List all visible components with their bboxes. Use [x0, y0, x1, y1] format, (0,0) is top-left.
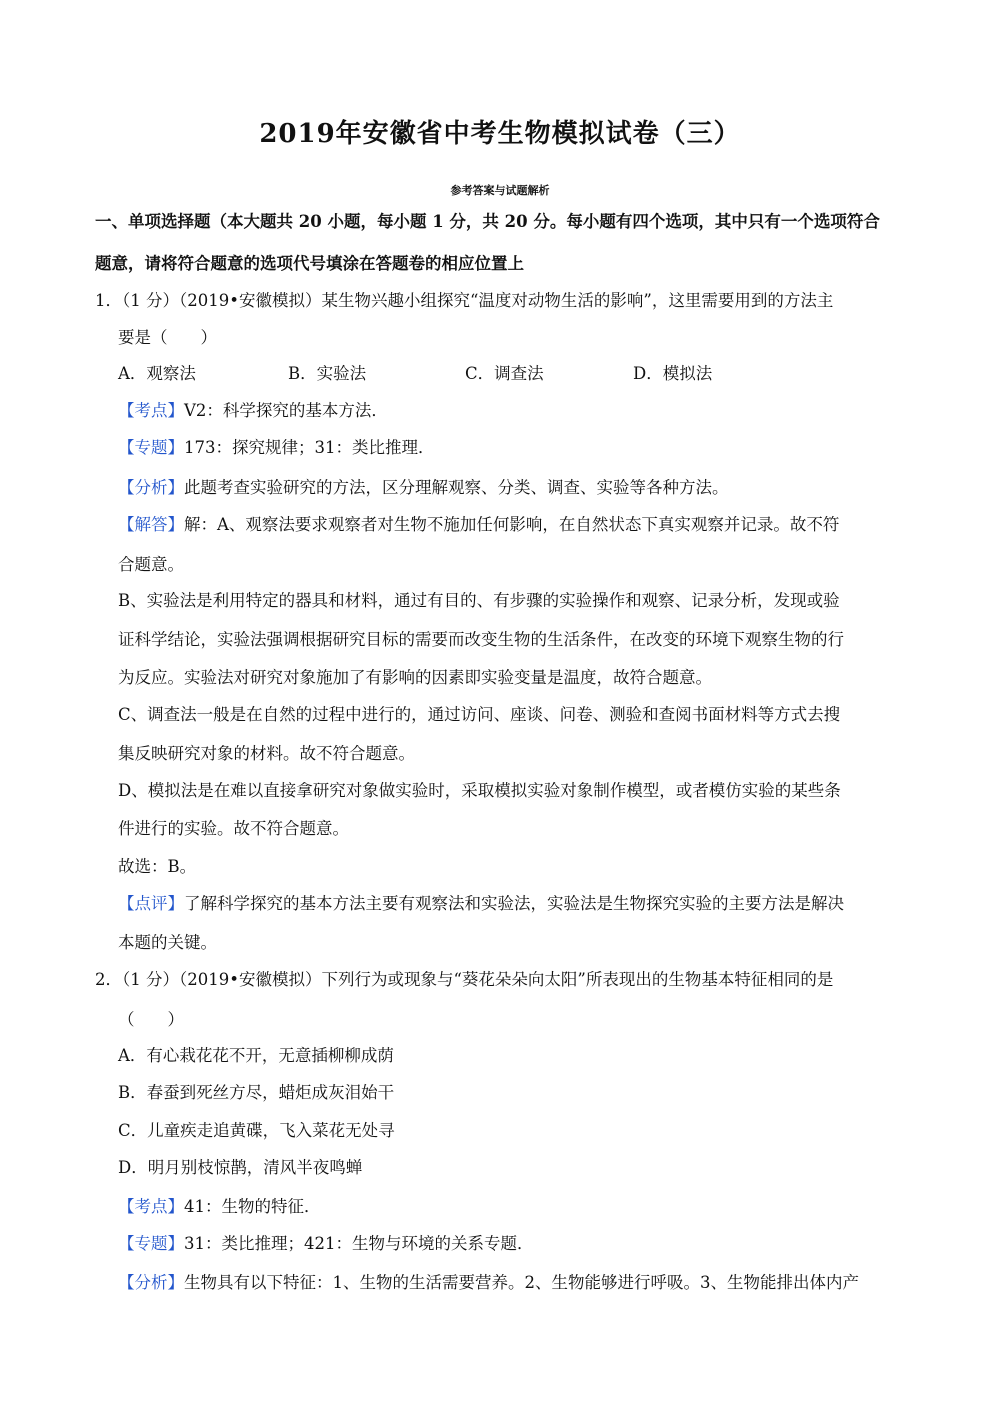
q2-option-d: D．明月别枝惊鹊，清风半夜鸣蝉 [118, 1158, 363, 1177]
q1-c-line-1: C、调查法一般是在自然的过程中进行的，通过访问、座谈、问卷、测验和查阅书面材料等方式去搜 [118, 705, 841, 724]
q1-fenxi [118, 477, 729, 499]
page-subtitle: 参考答案与试题解析 [450, 184, 550, 197]
q2-fenxi-text: 生物具有以下特征：1、生物的生活需要营养。2、生物能够进行呼吸。3、生物能排出体内产 [184, 1273, 859, 1292]
q2-kaodian-text: 41：生物的特征． [184, 1197, 321, 1216]
q1-d-line-1: D、模拟法是在难以直接拿研究对象做实验时，采取模拟实验对象制作模型，或者模仿实验的某些条 [118, 781, 841, 800]
q1-fenxi-text: 此题考查实验研究的方法，区分理解观察、分类、调查、实验等各种方法。 [184, 478, 729, 497]
q2-kaodian [118, 1196, 321, 1218]
q1-option-c: C．调查法 [465, 364, 544, 383]
section-heading-line-2: 题意，请将符合题意的选项代号填涂在答题卷的相应位置上 [95, 254, 524, 273]
q2-stem-line-1: 2．（1 分）（2019•安徽模拟）下列行为或现象与“葵花朵朵向太阳”所表现出的生物基本特征相同的是 [95, 970, 834, 989]
section-heading-line-1: 一、单项选择题（本大题共 20 小题，每小题 1 分，共 20 分。每小题有四个选项，其中只有一个选项符合 [95, 212, 880, 231]
q2-option-a: A．有心栽花花不开，无意插柳柳成荫 [118, 1046, 394, 1065]
q1-zhuanti [118, 437, 435, 459]
q1-d-line-2: 件进行的实验。故不符合题意。 [118, 819, 349, 838]
q1-jieda [118, 514, 839, 536]
q1-stem-line-2: 要是（ ） [118, 328, 217, 347]
q1-dianping-line-1: 了解科学探究的基本方法主要有观察法和实验法，实验法是生物探究实验的主要方法是解决 [184, 894, 844, 913]
dianping-tag: 【点评】 [118, 894, 184, 913]
q1-option-b: B．实验法 [288, 364, 367, 383]
kaodian-tag: 【考点】 [118, 1197, 184, 1216]
page-title: 2019年安徽省中考生物模拟试卷（三） [259, 119, 741, 149]
q1-answer: 故选：B。 [118, 857, 197, 876]
fenxi-tag: 【分析】 [118, 478, 184, 497]
q2-fenxi [118, 1272, 859, 1294]
q2-zhuanti-text: 31：类比推理；421：生物与环境的关系专题． [184, 1234, 534, 1253]
q1-jieda-line-1: 解：A、观察法要求观察者对生物不施加任何影响，在自然状态下真实观察并记录。故不符 [184, 515, 840, 534]
q1-c-line-2: 集反映研究对象的材料。故不符合题意。 [118, 744, 415, 763]
kaodian-tag: 【考点】 [118, 401, 184, 420]
q1-jieda-line-2: 合题意。 [118, 555, 184, 574]
q1-option-a: A．观察法 [118, 364, 196, 383]
q1-dianping [118, 893, 844, 915]
q1-zhuanti-text: 173：探究规律；31：类比推理． [184, 438, 435, 457]
q1-b-line-1: B、实验法是利用特定的器具和材料，通过有目的、有步骤的实验操作和观察、记录分析，发现或验 [118, 591, 840, 610]
q1-b-line-3: 为反应。实验法对研究对象施加了有影响的因素即实验变量是温度，故符合题意。 [118, 668, 712, 687]
q1-option-d: D．模拟法 [633, 364, 713, 383]
q1-b-line-2: 证科学结论，实验法强调根据研究目标的需要而改变生物的生活条件，在改变的环境下观察生物的行 [118, 630, 844, 649]
q2-stem-line-2: （ ） [118, 1010, 184, 1029]
fenxi-tag: 【分析】 [118, 1273, 184, 1292]
q2-option-c: C．儿童疾走追黄碟，飞入菜花无处寻 [118, 1121, 395, 1140]
q1-stem-line-1: 1．（1 分）（2019•安徽模拟）某生物兴趣小组探究“温度对动物生活的影响”，这里需要用到的方法主 [95, 291, 834, 310]
zhuanti-tag: 【专题】 [118, 438, 184, 457]
q1-dianping-line-2: 本题的关键。 [118, 933, 217, 952]
q2-zhuanti [118, 1233, 534, 1255]
q1-kaodian-text: V2：科学探究的基本方法． [184, 401, 388, 420]
q2-option-b: B．春蚕到死丝方尽，蜡炬成灰泪始干 [118, 1083, 395, 1102]
zhuanti-tag: 【专题】 [118, 1234, 184, 1253]
jieda-tag: 【解答】 [118, 515, 184, 534]
q1-kaodian [118, 400, 388, 422]
